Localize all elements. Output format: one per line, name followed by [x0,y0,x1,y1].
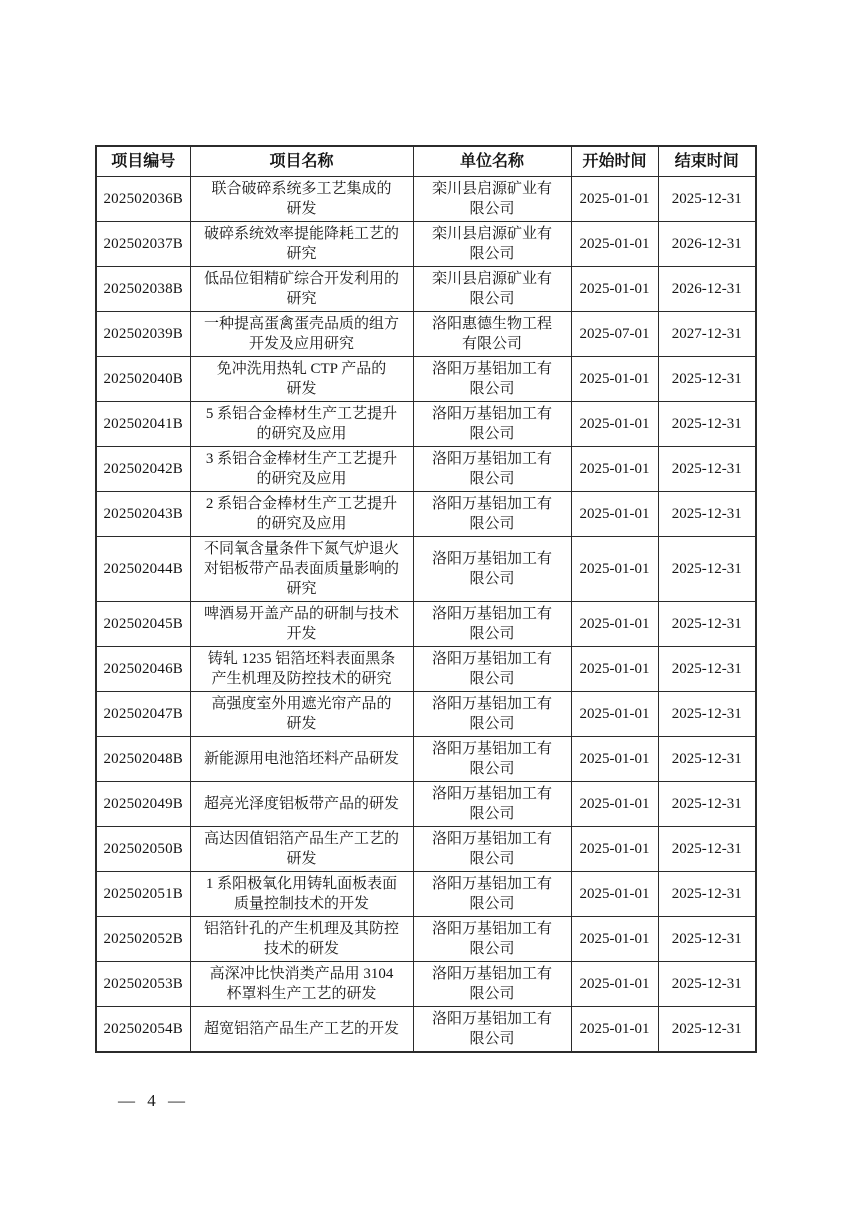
project-id-cell: 202502045B [96,602,190,647]
table-row [96,357,756,402]
start-date-cell: 2025-01-01 [571,267,658,312]
table-row [96,537,756,602]
end-date-cell: 2026-12-31 [658,222,756,267]
table-row [96,1007,756,1053]
project-id-cell: 202502044B [96,537,190,602]
start-date-cell: 2025-01-01 [571,1007,658,1053]
end-date-cell: 2025-12-31 [658,447,756,492]
project-name-cell: 新能源用电池箔坯料产品研发 [190,737,413,782]
end-date-cell: 2025-12-31 [658,962,756,1007]
table-row [96,267,756,312]
end-date-cell: 2025-12-31 [658,737,756,782]
start-date-cell: 2025-01-01 [571,222,658,267]
start-date-cell: 2025-07-01 [571,312,658,357]
end-date-cell: 2025-12-31 [658,402,756,447]
table-row [96,962,756,1007]
end-date-cell: 2027-12-31 [658,312,756,357]
start-date-cell: 2025-01-01 [571,447,658,492]
table-row [96,492,756,537]
table-row [96,402,756,447]
end-date-cell: 2025-12-31 [658,177,756,222]
table-row [96,177,756,222]
unit-name-cell: 栾川县启源矿业有限公司 [413,177,571,222]
end-date-cell: 2025-12-31 [658,647,756,692]
project-name-cell: 免冲洗用热轧 CTP 产品的研发 [190,357,413,402]
start-date-cell: 2025-01-01 [571,177,658,222]
unit-name-cell: 洛阳万基铝加工有限公司 [413,872,571,917]
end-date-cell: 2025-12-31 [658,827,756,872]
project-name-cell: 2 系铝合金棒材生产工艺提升的研究及应用 [190,492,413,537]
unit-name-cell: 洛阳万基铝加工有限公司 [413,602,571,647]
unit-name-cell: 洛阳万基铝加工有限公司 [413,447,571,492]
project-id-cell: 202502042B [96,447,190,492]
start-date-cell: 2025-01-01 [571,737,658,782]
unit-name-cell: 洛阳万基铝加工有限公司 [413,917,571,962]
table-row [96,312,756,357]
start-date-cell: 2025-01-01 [571,962,658,1007]
unit-name-cell: 洛阳万基铝加工有限公司 [413,962,571,1007]
project-name-cell: 高强度室外用遮光帘产品的研发 [190,692,413,737]
project-id-cell: 202502040B [96,357,190,402]
unit-name-cell: 洛阳万基铝加工有限公司 [413,492,571,537]
header-start-date: 开始时间 [571,146,658,177]
end-date-cell: 2026-12-31 [658,267,756,312]
start-date-cell: 2025-01-01 [571,917,658,962]
project-id-cell: 202502053B [96,962,190,1007]
start-date-cell: 2025-01-01 [571,647,658,692]
header-end-date: 结束时间 [658,146,756,177]
unit-name-cell: 洛阳万基铝加工有限公司 [413,692,571,737]
start-date-cell: 2025-01-01 [571,537,658,602]
project-name-cell: 联合破碎系统多工艺集成的研发 [190,177,413,222]
project-name-cell: 铸轧 1235 铝箔坯料表面黑条产生机理及防控技术的研究 [190,647,413,692]
end-date-cell: 2025-12-31 [658,692,756,737]
unit-name-cell: 洛阳万基铝加工有限公司 [413,357,571,402]
project-id-cell: 202502050B [96,827,190,872]
project-name-cell: 破碎系统效率提能降耗工艺的研究 [190,222,413,267]
table-body [96,177,756,1053]
end-date-cell: 2025-12-31 [658,492,756,537]
project-name-cell: 铝箔针孔的产生机理及其防控技术的研发 [190,917,413,962]
project-name-cell: 低品位钼精矿综合开发利用的研究 [190,267,413,312]
table-row [96,647,756,692]
start-date-cell: 2025-01-01 [571,827,658,872]
end-date-cell: 2025-12-31 [658,782,756,827]
end-date-cell: 2025-12-31 [658,357,756,402]
project-name-cell: 超宽铝箔产品生产工艺的开发 [190,1007,413,1053]
page-number: — 4 — [118,1091,185,1110]
end-date-cell: 2025-12-31 [658,917,756,962]
project-id-cell: 202502047B [96,692,190,737]
start-date-cell: 2025-01-01 [571,357,658,402]
table-row [96,827,756,872]
project-name-cell: 一种提高蛋禽蛋壳品质的组方开发及应用研究 [190,312,413,357]
table-row [96,692,756,737]
end-date-cell: 2025-12-31 [658,602,756,647]
project-id-cell: 202502041B [96,402,190,447]
project-id-cell: 202502054B [96,1007,190,1053]
project-name-cell: 高深冲比快消类产品用 3104 杯罩料生产工艺的研发 [190,962,413,1007]
header-unit-name: 单位名称 [413,146,571,177]
unit-name-cell: 洛阳万基铝加工有限公司 [413,537,571,602]
project-name-cell: 1 系阳极氧化用铸轧面板表面质量控制技术的开发 [190,872,413,917]
start-date-cell: 2025-01-01 [571,602,658,647]
unit-name-cell: 洛阳万基铝加工有限公司 [413,402,571,447]
header-project-name: 项目名称 [190,146,413,177]
table-row [96,917,756,962]
end-date-cell: 2025-12-31 [658,537,756,602]
project-id-cell: 202502037B [96,222,190,267]
project-id-cell: 202502043B [96,492,190,537]
table-header-row [96,146,756,177]
end-date-cell: 2025-12-31 [658,872,756,917]
unit-name-cell: 洛阳惠德生物工程有限公司 [413,312,571,357]
table-row [96,222,756,267]
unit-name-cell: 栾川县启源矿业有限公司 [413,222,571,267]
project-name-cell: 3 系铝合金棒材生产工艺提升的研究及应用 [190,447,413,492]
start-date-cell: 2025-01-01 [571,492,658,537]
project-id-cell: 202502048B [96,737,190,782]
unit-name-cell: 栾川县启源矿业有限公司 [413,267,571,312]
start-date-cell: 2025-01-01 [571,872,658,917]
project-name-cell: 超亮光泽度铝板带产品的研发 [190,782,413,827]
start-date-cell: 2025-01-01 [571,402,658,447]
table-row [96,872,756,917]
project-name-cell: 高达因值铝箔产品生产工艺的研发 [190,827,413,872]
start-date-cell: 2025-01-01 [571,782,658,827]
project-id-cell: 202502038B [96,267,190,312]
project-name-cell: 5 系铝合金棒材生产工艺提升的研究及应用 [190,402,413,447]
unit-name-cell: 洛阳万基铝加工有限公司 [413,827,571,872]
project-name-cell: 啤酒易开盖产品的研制与技术开发 [190,602,413,647]
project-id-cell: 202502051B [96,872,190,917]
project-id-cell: 202502039B [96,312,190,357]
end-date-cell: 2025-12-31 [658,1007,756,1053]
project-id-cell: 202502046B [96,647,190,692]
unit-name-cell: 洛阳万基铝加工有限公司 [413,647,571,692]
unit-name-cell: 洛阳万基铝加工有限公司 [413,737,571,782]
unit-name-cell: 洛阳万基铝加工有限公司 [413,782,571,827]
project-id-cell: 202502052B [96,917,190,962]
unit-name-cell: 洛阳万基铝加工有限公司 [413,1007,571,1053]
table-row [96,782,756,827]
table-row [96,602,756,647]
table-row [96,447,756,492]
project-id-cell: 202502036B [96,177,190,222]
table-row [96,737,756,782]
start-date-cell: 2025-01-01 [571,692,658,737]
projects-table [95,145,757,1053]
header-project-id: 项目编号 [96,146,190,177]
project-name-cell: 不同氧含量条件下氮气炉退火对铝板带产品表面质量影响的研究 [190,537,413,602]
project-id-cell: 202502049B [96,782,190,827]
